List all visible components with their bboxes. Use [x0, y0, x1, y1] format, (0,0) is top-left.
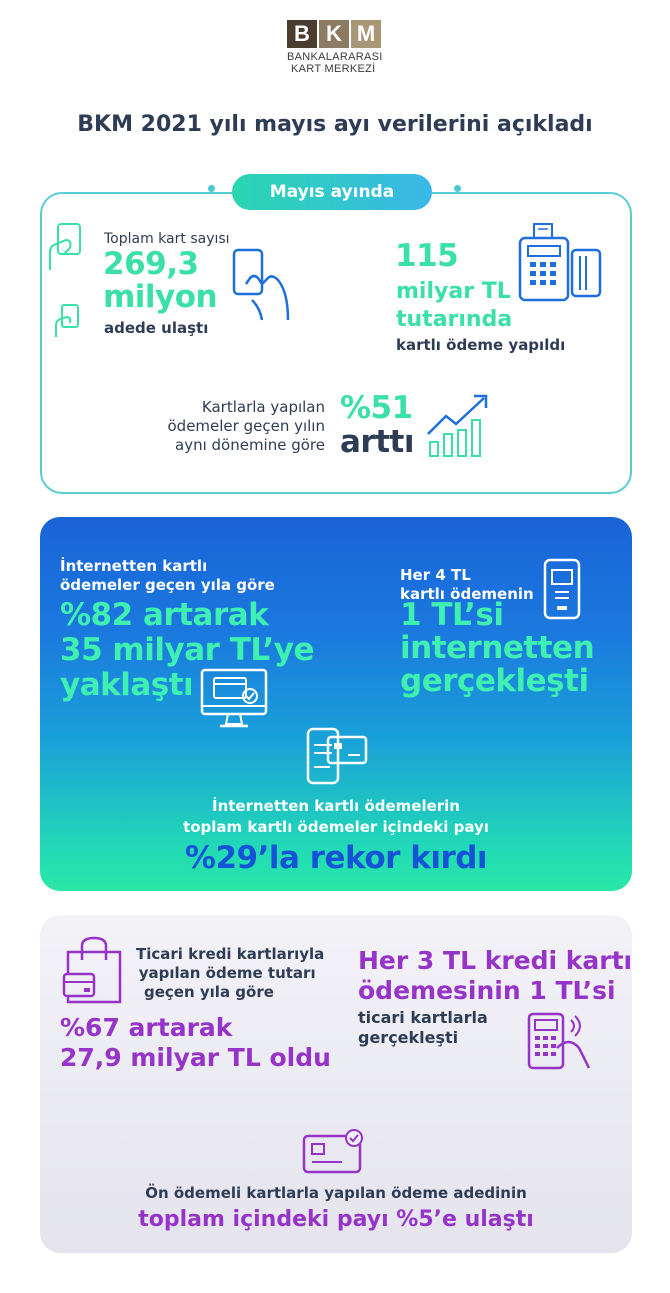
growth-value: %51	[340, 390, 413, 426]
page-title: BKM 2021 yılı mayıs ayı verilerini açıkladı	[77, 112, 593, 137]
decor-dot-left	[208, 185, 215, 192]
month-tab: Mayıs ayında	[232, 174, 432, 210]
growth-description: Kartlarla yapılan ödemeler geçen yılın aynı dönemine göre	[167, 398, 325, 454]
share3-value-line1: Her 3 TL kredi kartı	[358, 946, 633, 975]
prepaid-card-icon	[302, 1128, 368, 1176]
logo-subtitle: BANKALARARASI KART MERKEZİ	[287, 51, 383, 75]
logo-letter-m: M	[351, 20, 381, 48]
shopping-bag-card-icon	[62, 936, 128, 1006]
share4-value: 1 TL’si	[400, 597, 504, 633]
record-value: %29’la rekor kırdı	[184, 840, 488, 876]
payment-amount-label: tutarında	[396, 307, 513, 332]
internet-growth: %82 artarak	[60, 597, 269, 633]
payment-unit: milyar TL	[396, 279, 511, 304]
share3-description: ticari kartlarla gerçekleşti	[358, 1008, 488, 1047]
card-count-suffix: adede ulaştı	[104, 319, 209, 337]
hand-card-icon	[48, 222, 88, 272]
card-count-unit: milyon	[103, 279, 218, 315]
growth-suffix: arttı	[340, 424, 414, 460]
bkm-logo	[287, 20, 383, 75]
commercial-growth: %67 artarak	[60, 1013, 233, 1042]
pos-terminal-icon	[518, 222, 604, 302]
commercial-amount: 27,9 milyar TL oldu	[60, 1043, 331, 1072]
commercial-description: Ticari kredi kartlarıyla yapılan ödeme tutarı geçen yıla göre	[136, 945, 325, 1001]
internet-result: yaklaştı	[60, 667, 194, 703]
logo-letter-b: B	[287, 20, 317, 48]
payment-value: 115	[395, 238, 459, 274]
growth-chart-icon	[424, 390, 494, 460]
pos-contactless-icon	[527, 1008, 593, 1072]
hand-card-small-icon	[54, 303, 84, 339]
card-count-label: Toplam kart sayısı	[104, 231, 230, 247]
share3-value-line2: ödemesinin 1 TL’si	[358, 976, 616, 1005]
prepaid-description: Ön ödemeli kartlarla yapılan ödeme adedinin	[145, 1184, 527, 1202]
computer-payment-icon	[200, 668, 270, 730]
hand-holding-card-icon	[232, 248, 296, 322]
prepaid-value: toplam içindeki payı %5’e ulaştı	[138, 1207, 534, 1232]
share4-description: Her 4 TL kartlı ödemenin	[400, 566, 534, 603]
internet-description: İnternetten kartlı ödemeler geçen yıla göre	[60, 557, 275, 594]
decor-dot-right	[454, 185, 461, 192]
record-description: İnternetten kartlı ödemelerin toplam kartlı ödemeler içindeki payı	[183, 797, 489, 836]
share4-channel: internetten	[400, 630, 595, 666]
logo-letter-k: K	[319, 20, 349, 48]
payment-suffix: kartlı ödeme yapıldı	[396, 336, 566, 354]
card-count-value: 269,3	[103, 246, 199, 282]
share4-result: gerçekleşti	[400, 663, 589, 699]
mobile-phone-icon	[543, 558, 583, 622]
internet-amount: 35 milyar TL’ye	[60, 632, 314, 668]
phone-card-icon	[306, 727, 368, 785]
